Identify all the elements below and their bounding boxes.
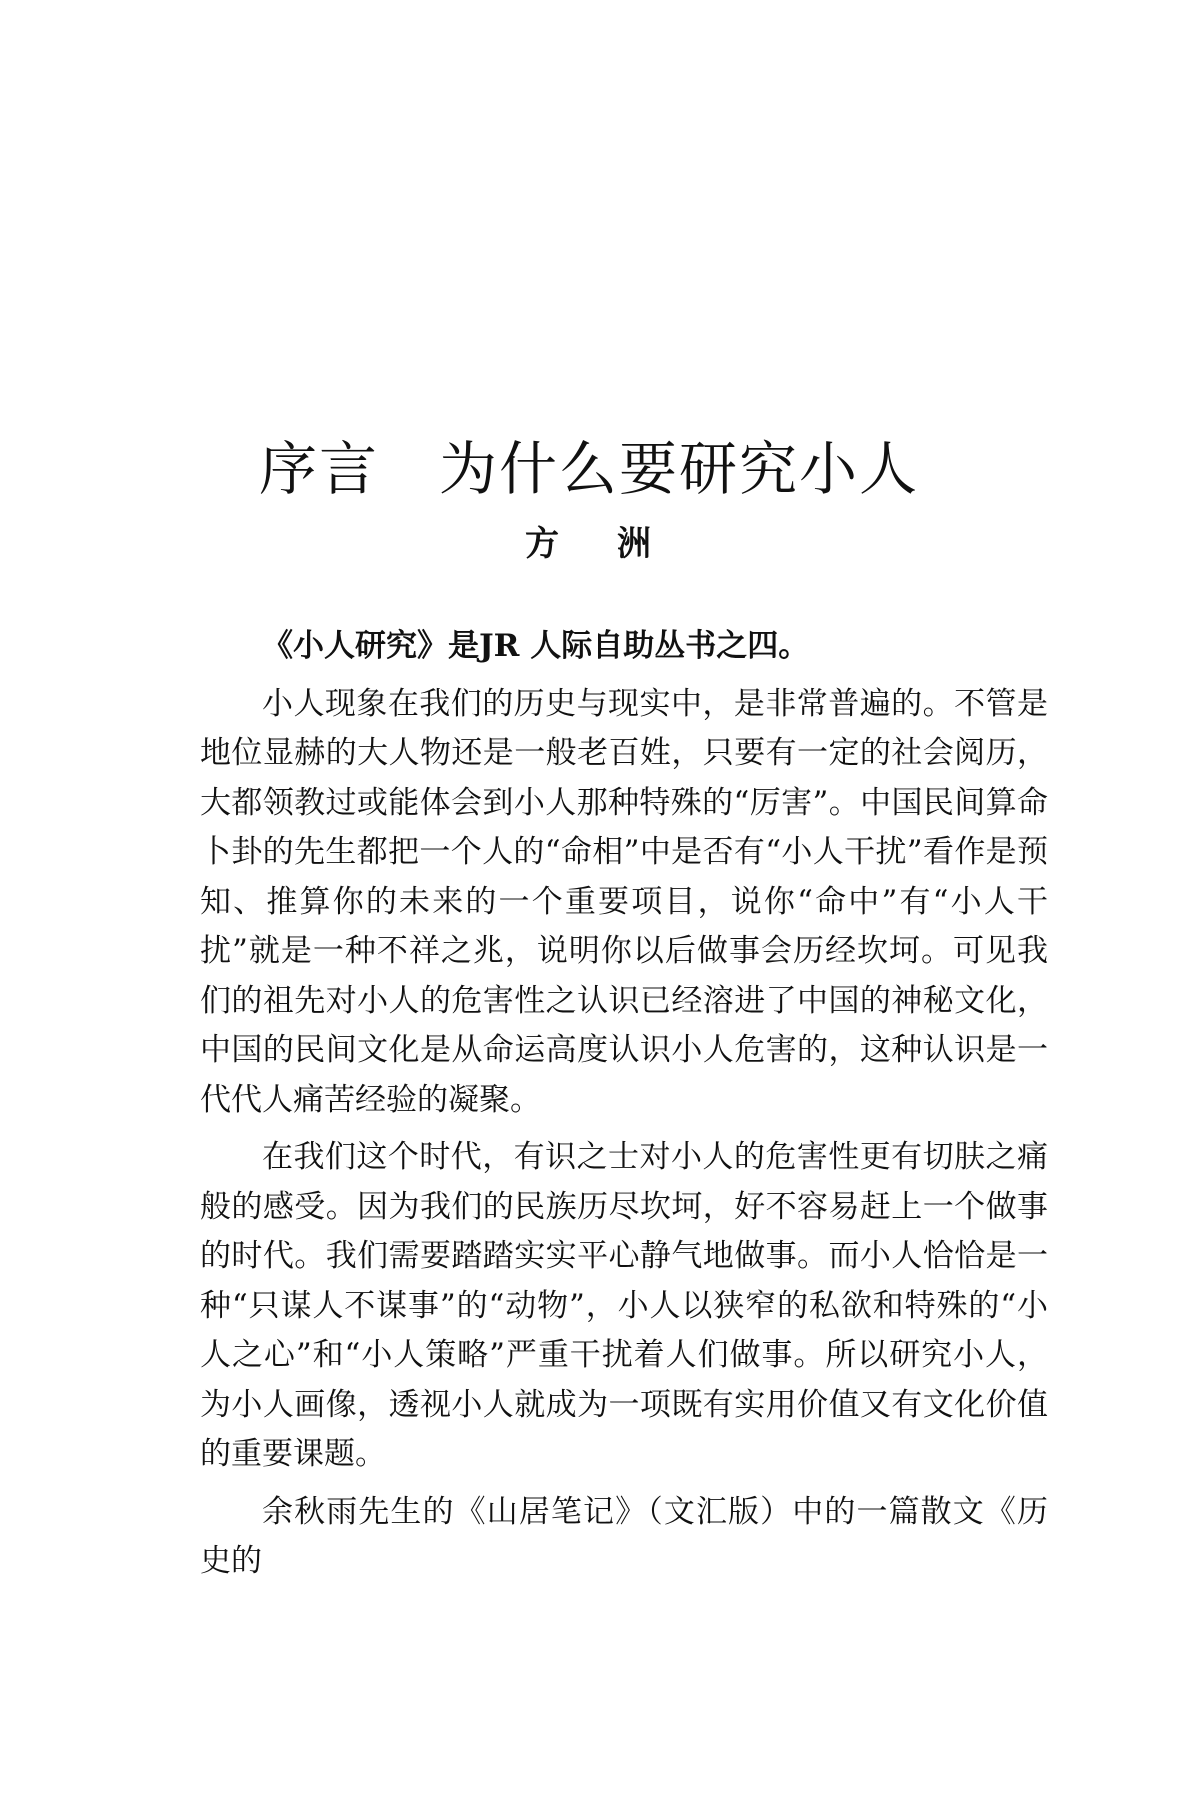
chapter-title: 序言 为什么要研究小人 [258,434,919,503]
lead-paragraph: 《小人研究》是JR 人际自助丛书之四。 [262,628,810,664]
author-name-char-1: 方 [525,524,561,564]
paragraph-3: 余秋雨先生的《山居笔记》（文汇版）中的一篇散文《历史的 [200,1493,1048,1579]
author-name-char-2: 洲 [617,524,653,564]
author-name [0,520,1178,568]
paragraph-2: 在我们这个时代，有识之士对小人的危害性更有切肤之痛般的感受。因为我们的民族历尽坎坷，好不容易赶上一个做事的时代。我们需要踏踏实实平心静气地做事。而小人恰恰是一种“只谋人不谋事”的“动物”，小人以狭窄的私欲和特殊的“小人之心”和“小人策略”严重干扰着人们做事。所以研究小人，为小人画像，透视小人就成为一项既有实用价值又有文化价值的重要课题。 [200,1139,1048,1472]
body-text [200,622,1048,1595]
paragraph-1: 小人现象在我们的历史与现实中，是非常普遍的。不管是地位显赫的大人物还是一般老百姓，只要有一定的社会阅历，大都领教过或能体会到小人那种特殊的“厉害”。中国民间算命卜卦的先生都把一个人的“命相”中是否有“小人干扰”看作是预知、推算你的未来的一个重要项目，说你“命中”有“小人干扰”就是一种不祥之兆，说明你以后做事会历经坎坷。可见我们的祖先对小人的危害性之认识已经溶进了中国的神秘文化，中国的民间文化是从命运高度认识小人危害的，这种认识是一代代人痛苦经验的凝聚。 [200,685,1048,1118]
